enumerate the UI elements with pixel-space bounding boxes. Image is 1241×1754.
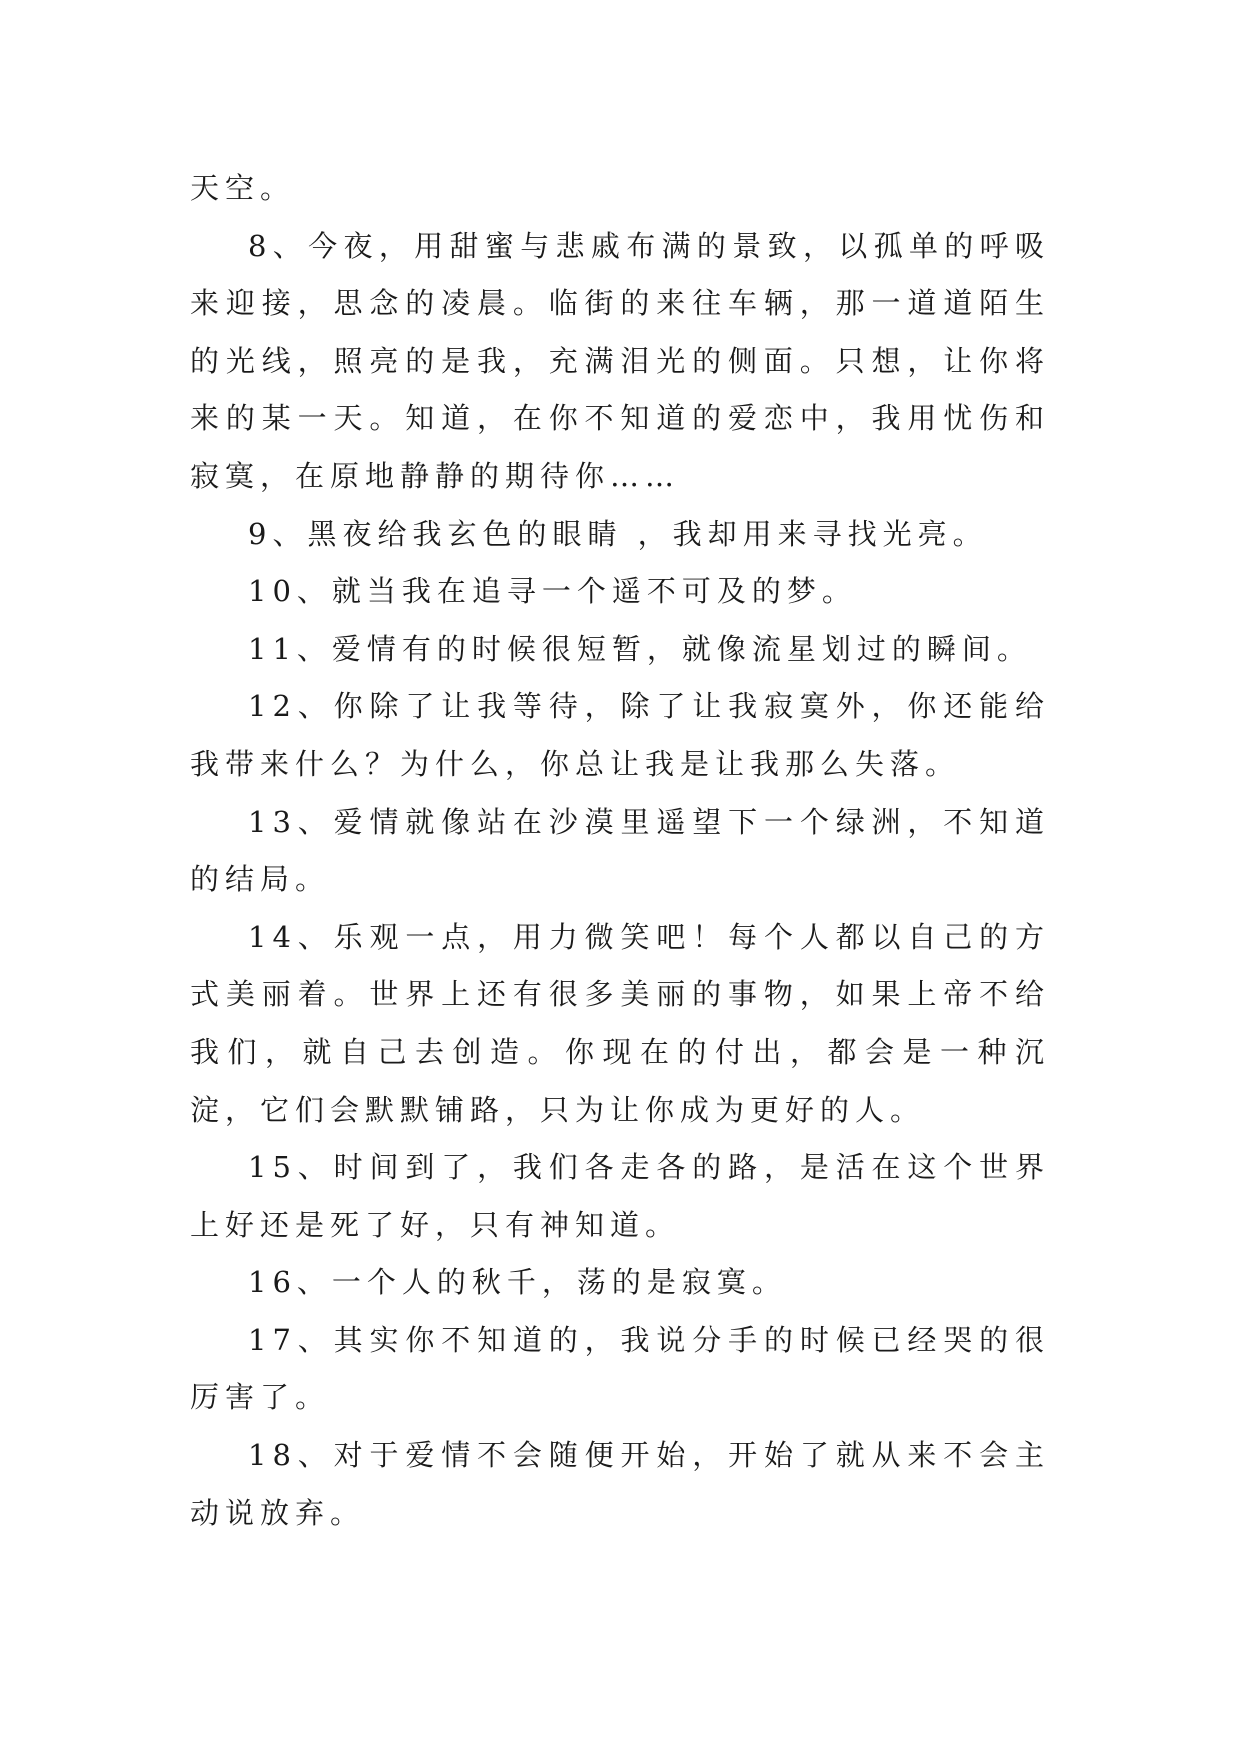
paragraph-item-14: 14、乐观一点，用力微笑吧！每个人都以自己的方式美丽着。世界上还有很多美丽的事物，如果上帝不给我们，就自己去创造。你现在的付出，都会是一种沉淀，它们会默默铺路，只为让你成为更好的人。 <box>190 919 1050 1127</box>
paragraph-item-12: 12、你除了让我等待，除了让我寂寞外，你还能给我带来什么？为什么，你总让我是让我那么失落。 <box>190 689 1050 781</box>
paragraph-item-8: 8、今夜，用甜蜜与悲戚布满的景致，以孤单的呼吸来迎接，思念的凌晨。临街的来往车辆，那一道道陌生的光线，照亮的是我，充满泪光的侧面。只想，让你将来的某一天。知道，在你不知道的爱恋中，我用忧伤和寂寞，在原地静静的期待你…… <box>190 228 1050 493</box>
paragraph-item-13: 13、爱情就像站在沙漠里遥望下一个绿洲，不知道的结局。 <box>190 804 1050 897</box>
paragraph-item-11: 11、爱情有的时候很短暂，就像流星划过的瞬间。 <box>248 631 1032 666</box>
paragraph-item-10: 10、就当我在追寻一个遥不可及的梦。 <box>248 574 857 609</box>
document-body <box>190 160 1050 1542</box>
paragraph-item-16: 16、一个人的秋千，荡的是寂寞。 <box>248 1265 787 1300</box>
paragraph-item-15: 15、时间到了，我们各走各的路，是活在这个世界上好还是死了好，只有神知道。 <box>190 1150 1050 1242</box>
paragraph-continued: 天空。 <box>190 171 296 205</box>
paragraph-item-18: 18、对于爱情不会随便开始，开始了就从来不会主动说放弃。 <box>190 1438 1050 1530</box>
paragraph-item-9: 9、黑夜给我玄色的眼睛 ，我却用来寻找光亮。 <box>248 516 988 551</box>
paragraph-item-17: 17、其实你不知道的，我说分手的时候已经哭的很厉害了。 <box>190 1322 1050 1415</box>
